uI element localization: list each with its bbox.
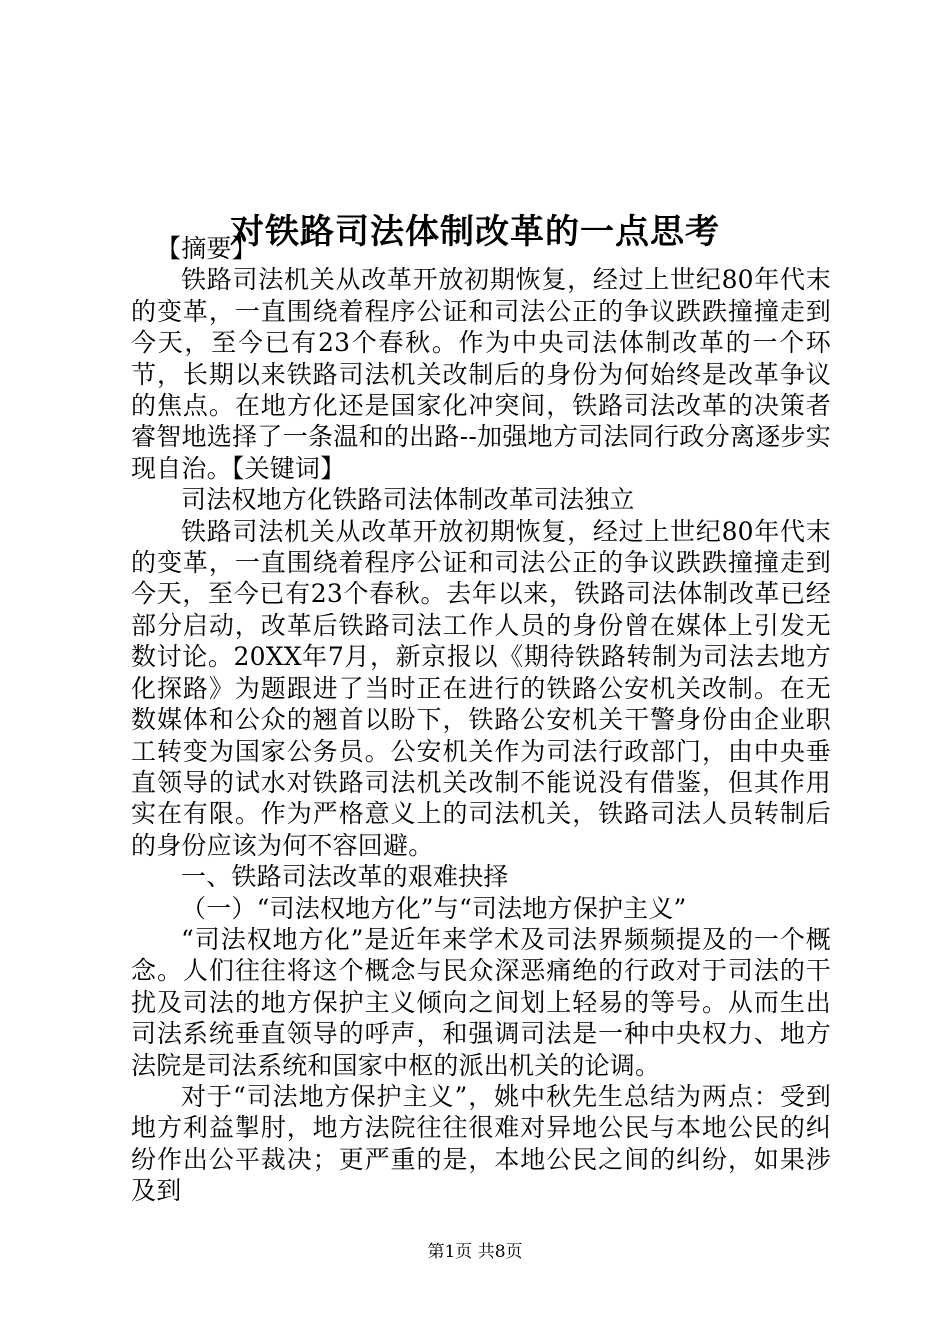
intro-paragraph: 铁路司法机关从改革开放初期恢复，经过上世纪80年代末的变革，一直围绕着程序公证和司法公正的争议跌跌撞撞走到今天，至今已有23个春秋。去年以来，铁路司法体制改革已经部分启动，改革后铁路司法工作人员的身份曾在媒体上引发无数讨论。20XX年7月，新京报以《期待铁路转制为司法去地方化探路》为题跟进了当时正在进行的铁路公安机关改制。在无数媒体和公众的翘首以盼下，铁路公安机关干警身份由企业职工转变为国家公务员。公安机关作为司法行政部门，由中央垂直领导的试水对铁路司法机关改制不能说没有借鉴，但其作用实在有限。作为严格意义上的司法机关，铁路司法人员转制后的身份应该为何不容回避。 xyxy=(131,516,831,860)
page-footer: 第1页 共8页 xyxy=(427,1242,523,1262)
document-body xyxy=(131,233,831,1207)
abstract-paragraph: 铁路司法机关从改革开放初期恢复，经过上世纪80年代末的变革，一直围绕着程序公证和司法公正的争议跌跌撞撞走到今天，至今已有23个春秋。作为中央司法体制改革的一个环节，长期以来铁路司法机关改制后的身份为何始终是改革争议的焦点。在地方化还是国家化冲突间，铁路司法改革的决策者睿智地选择了一条温和的出路--加强地方司法同行政分离逐步实现自治。【关键词】 xyxy=(131,265,831,483)
body-paragraph: “司法权地方化”是近年来学术及司法界频频提及的一个概念。人们往往将这个概念与民众深恶痛绝的行政对于司法的干扰及司法的地方保护主义倾向之间划上轻易的等号。从而生出司法系统垂直领导的呼声，和强调司法是一种中央权力、地方法院是司法系统和国家中枢的派出机关的论调。 xyxy=(131,924,831,1080)
subsection-heading: （一）“司法权地方化”与“司法地方保护主义” xyxy=(181,893,687,923)
document-title: 对铁路司法体制改革的一点思考 xyxy=(230,211,720,252)
section-heading: 一、铁路司法改革的艰难抉择 xyxy=(181,862,509,892)
abstract-label: 【摘要】 xyxy=(156,234,257,263)
body-paragraph: 对于“司法地方保护主义”，姚中秋先生总结为两点：受到地方利益掣肘，地方法院往往很难对异地公民与本地公民的纠纷作出公平裁决；更严重的是，本地公民之间的纠纷，如果涉及到 xyxy=(131,1081,831,1206)
keywords-paragraph: 司法权地方化铁路司法体制改革司法独立 xyxy=(181,485,635,515)
